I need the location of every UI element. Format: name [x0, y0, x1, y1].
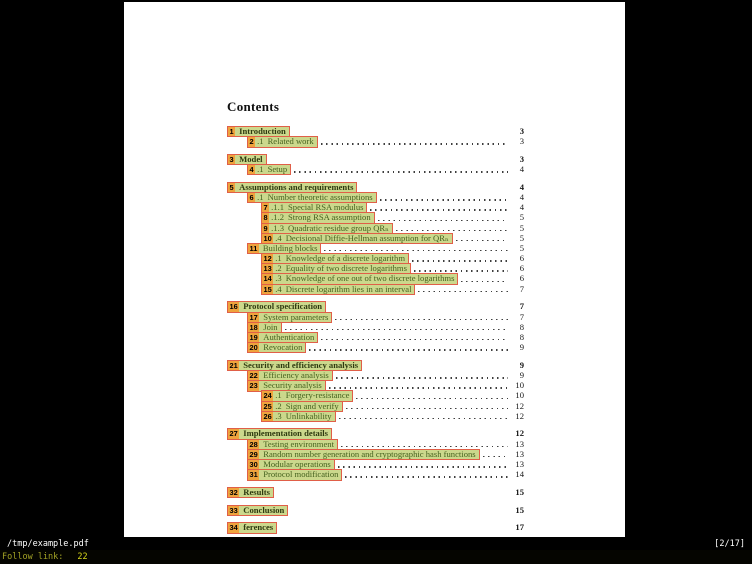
toc-entry-title: Building blocks — [262, 242, 318, 253]
dot-leader — [270, 161, 508, 162]
section-number-remainder: .1 — [257, 191, 264, 202]
toc-page-number: 8 — [519, 331, 524, 342]
section-number-remainder: .3 — [275, 273, 282, 284]
toc-entry-title: Modular operations — [263, 458, 331, 469]
toc-entry-title: Security analysis — [263, 380, 322, 391]
toc-page-number: 3 — [519, 153, 524, 164]
toc-row — [227, 487, 524, 497]
section-number-remainder: .2 — [275, 400, 282, 411]
link-hint-number[interactable]: 16 — [229, 302, 238, 312]
toc-page-number: 14 — [515, 469, 524, 480]
link-hint-number[interactable]: 10 — [263, 233, 272, 243]
link-hint-number[interactable]: 20 — [249, 343, 258, 353]
toc-entry-title: Model — [239, 153, 263, 164]
link-hint-number[interactable]: 26 — [263, 411, 272, 421]
toc-page-number: 8 — [519, 321, 524, 332]
section-number-remainder: .4 — [275, 283, 282, 294]
toc-entry-title: Knowledge of a discrete logarithm — [285, 253, 406, 264]
follow-link-inputbar[interactable] — [0, 550, 752, 564]
toc-link[interactable] — [261, 411, 336, 422]
pdf-page — [124, 2, 625, 537]
toc-page-number: 12 — [515, 410, 524, 421]
dot-leader — [360, 189, 508, 190]
toc-entry-title: Special RSA modulus — [288, 202, 364, 213]
toc-entry-title: Conclusion — [243, 504, 285, 515]
section-number-remainder: .1 — [275, 390, 282, 401]
link-hint-number[interactable]: 33 — [229, 505, 238, 515]
dot-leader — [483, 456, 508, 457]
dot-leader — [461, 281, 508, 282]
toc-page-number: 4 — [519, 181, 524, 192]
dot-leader — [341, 446, 508, 447]
toc-page-number: 9 — [519, 359, 524, 370]
toc-link[interactable] — [247, 469, 342, 480]
section-number-remainder: .4 — [275, 232, 282, 243]
dot-leader — [321, 143, 508, 144]
dot-leader — [285, 329, 508, 330]
dot-leader — [277, 494, 508, 495]
toc-row — [227, 322, 524, 332]
link-hint-number[interactable]: 24 — [263, 391, 272, 401]
toc-entry-title: Discrete logarithm lies in an interval — [285, 283, 412, 294]
toc-row — [227, 301, 524, 311]
toc-row — [227, 192, 524, 202]
section-number-remainder: .2 — [275, 263, 282, 274]
dot-leader — [365, 367, 508, 368]
toc-row — [227, 263, 524, 273]
dot-leader — [335, 319, 508, 320]
toc-link[interactable] — [247, 164, 291, 175]
toc-entry-title: Testing environment — [263, 438, 334, 449]
link-hint-number[interactable]: 9 — [263, 223, 268, 233]
dot-leader — [321, 339, 508, 340]
link-hint-number[interactable]: 13 — [263, 264, 272, 274]
dot-leader — [345, 476, 508, 477]
toc-entry-title: ferences — [243, 522, 274, 533]
toc-row — [227, 154, 524, 164]
link-hint-number[interactable]: 1 — [229, 127, 234, 136]
toc-page-number: 9 — [519, 342, 524, 353]
dot-leader — [412, 260, 508, 261]
toc-link[interactable] — [227, 505, 288, 516]
toc-page-number: 12 — [515, 400, 524, 411]
link-hint-number[interactable]: 30 — [249, 459, 258, 469]
dot-leader — [370, 209, 508, 210]
toc-entry-title: Forgery-resistance — [285, 390, 350, 401]
contents-heading: Contents — [227, 99, 280, 114]
dot-leader — [339, 418, 508, 419]
toc-entry-title: Setup — [267, 164, 288, 175]
link-hint-number[interactable]: 14 — [263, 274, 272, 284]
link-hint-number[interactable]: 12 — [263, 254, 272, 264]
toc-link[interactable] — [261, 284, 415, 295]
toc-page-number: 7 — [519, 301, 524, 312]
dot-leader — [294, 171, 508, 172]
toc-entry-title: Random number generation and cryptographic hash functions — [263, 448, 476, 459]
toc-row — [227, 233, 524, 243]
toc-page-number: 13 — [515, 438, 524, 449]
toc-entry-title: Security and efficiency analysis — [243, 359, 359, 370]
dot-leader — [329, 309, 508, 310]
toc-row — [227, 126, 524, 136]
toc-row — [227, 136, 524, 146]
link-hint-number[interactable]: 3 — [229, 154, 234, 164]
link-hint-number[interactable]: 31 — [249, 470, 258, 480]
dot-leader — [346, 408, 508, 409]
dot-leader — [324, 250, 508, 251]
toc-page-number: 6 — [519, 253, 524, 264]
toc-page-number: 4 — [519, 191, 524, 202]
section-number-remainder: .1 — [257, 164, 264, 175]
link-hint-number[interactable]: 22 — [249, 370, 258, 380]
toc-link[interactable] — [247, 342, 306, 353]
file-path: /tmp/example.pdf — [7, 538, 89, 549]
toc-page-number: 5 — [519, 212, 524, 223]
toc-row — [227, 273, 524, 283]
toc-page-number: 4 — [519, 164, 524, 175]
toc-row — [227, 312, 524, 322]
dot-leader — [418, 291, 508, 292]
dot-leader — [378, 220, 508, 221]
toc-row — [227, 449, 524, 459]
toc-entry-title: Implementation details — [243, 428, 328, 439]
toc-page-number: 13 — [515, 458, 524, 469]
toc-page-number: 4 — [519, 202, 524, 213]
section-number-remainder: .1 — [257, 136, 264, 147]
dot-leader — [329, 387, 508, 388]
follow-link-label: Follow link: — [2, 552, 64, 562]
toc-row — [227, 360, 524, 370]
toc-row — [227, 469, 524, 479]
toc-page-number: 15 — [515, 504, 524, 515]
link-hint-number[interactable]: 28 — [249, 439, 258, 449]
dot-leader — [414, 270, 508, 271]
statusbar — [0, 537, 752, 550]
toc-entry-title: Assumptions and requirements — [239, 181, 354, 192]
link-hint-number[interactable]: 34 — [229, 523, 238, 533]
toc-row — [227, 428, 524, 438]
follow-link-input-value[interactable]: 22 — [77, 552, 88, 562]
toc-page-number: 3 — [519, 136, 524, 147]
link-hint-number[interactable]: 15 — [263, 284, 272, 294]
toc-entry-title: Strong RSA assumption — [288, 212, 371, 223]
link-hint-number[interactable]: 4 — [249, 165, 254, 175]
dot-leader — [380, 199, 508, 200]
toc-row — [227, 223, 524, 233]
toc-entry-title: Efficiency analysis — [263, 369, 329, 380]
toc-page-number: 17 — [515, 522, 524, 533]
toc-row — [227, 439, 524, 449]
dot-leader — [456, 240, 508, 241]
toc-link[interactable] — [247, 136, 318, 147]
link-hint-number[interactable]: 17 — [249, 312, 258, 322]
toc-page-number: 13 — [515, 448, 524, 459]
toc-page-number: 10 — [515, 390, 524, 401]
toc-row — [227, 284, 524, 294]
table-of-contents — [227, 126, 524, 532]
toc-page-number: 15 — [515, 486, 524, 497]
section-number-remainder: .3 — [275, 410, 282, 421]
toc-row — [227, 332, 524, 342]
toc-entry-title: System parameters — [263, 311, 329, 322]
toc-page-number: 5 — [519, 232, 524, 243]
toc-entry-title: Join — [263, 321, 278, 332]
toc-link[interactable] — [227, 522, 277, 533]
toc-page-number: 6 — [519, 263, 524, 274]
link-hint-number[interactable]: 8 — [263, 213, 268, 223]
dot-leader — [280, 529, 508, 530]
dot-leader — [291, 512, 508, 513]
toc-row — [227, 370, 524, 380]
link-hint-number[interactable]: 5 — [229, 182, 234, 192]
toc-row — [227, 243, 524, 253]
toc-row — [227, 342, 524, 352]
toc-entry-title: Introduction — [239, 126, 286, 136]
toc-row — [227, 253, 524, 263]
toc-row — [227, 411, 524, 421]
toc-page-number: 12 — [515, 428, 524, 439]
dot-leader — [338, 466, 508, 467]
link-hint-number[interactable]: 6 — [249, 192, 254, 202]
toc-entry-title: Results — [243, 486, 270, 497]
toc-entry-title: Related work — [267, 136, 314, 147]
toc-page-number: 7 — [519, 311, 524, 322]
link-hint-number[interactable]: 19 — [249, 332, 258, 342]
dot-leader — [335, 436, 508, 437]
section-number-remainder: .1.2 — [271, 212, 285, 223]
dot-leader — [396, 230, 508, 231]
toc-row — [227, 459, 524, 469]
toc-row — [227, 401, 524, 411]
toc-entry-title: Number theoretic assumptions — [267, 191, 373, 202]
toc-page-number: 10 — [515, 380, 524, 391]
toc-entry-title: Decisional Diffie-Hellman assumption for QRₙ — [285, 232, 449, 243]
toc-page-number: 5 — [519, 242, 524, 253]
link-hint-number[interactable]: 2 — [249, 137, 254, 147]
toc-entry-title: Revocation — [263, 342, 303, 353]
section-number-remainder: .1.1 — [271, 202, 285, 213]
toc-row — [227, 390, 524, 400]
toc-entry-title: Protocol specification — [243, 301, 323, 312]
toc-page-number: 9 — [519, 369, 524, 380]
toc-page-number: 3 — [519, 126, 524, 136]
toc-entry-title: Equality of two discrete logarithms — [285, 263, 407, 274]
dot-leader — [293, 133, 508, 134]
toc-row — [227, 380, 524, 390]
toc-row — [227, 202, 524, 212]
toc-link[interactable] — [227, 487, 274, 498]
link-hint-number[interactable]: 25 — [263, 401, 272, 411]
toc-page-number: 5 — [519, 222, 524, 233]
link-hint-number[interactable]: 7 — [263, 203, 268, 213]
link-hint-number[interactable]: 11 — [249, 243, 258, 253]
page-indicator: [2/17] — [714, 538, 745, 549]
toc-row — [227, 182, 524, 192]
toc-entry-title: Protocol modification — [263, 469, 339, 480]
dot-leader — [309, 349, 508, 350]
dot-leader — [356, 398, 508, 399]
dot-leader — [336, 377, 508, 378]
toc-page-number: 7 — [519, 283, 524, 294]
link-hint-number[interactable]: 21 — [229, 360, 238, 370]
toc-row — [227, 522, 524, 532]
link-hint-number[interactable]: 29 — [249, 449, 258, 459]
link-hint-number[interactable]: 18 — [249, 322, 258, 332]
link-hint-number[interactable]: 32 — [229, 487, 238, 497]
section-number-remainder: .1.3 — [271, 222, 285, 233]
toc-entry-title: Sign and verify — [285, 400, 339, 411]
toc-entry-title: Quadratic residue group QRₙ — [288, 222, 389, 233]
toc-entry-title: Unlinkability — [285, 410, 332, 421]
section-number-remainder: .1 — [275, 253, 282, 264]
toc-row — [227, 505, 524, 515]
link-hint-number[interactable]: 23 — [249, 381, 258, 391]
toc-entry-title: Knowledge of one out of two discrete logarithms — [285, 273, 455, 284]
toc-page-number: 6 — [519, 273, 524, 284]
toc-row — [227, 164, 524, 174]
toc-entry-title: Authentication — [263, 331, 315, 342]
link-hint-number[interactable]: 27 — [229, 429, 238, 439]
toc-row — [227, 212, 524, 222]
